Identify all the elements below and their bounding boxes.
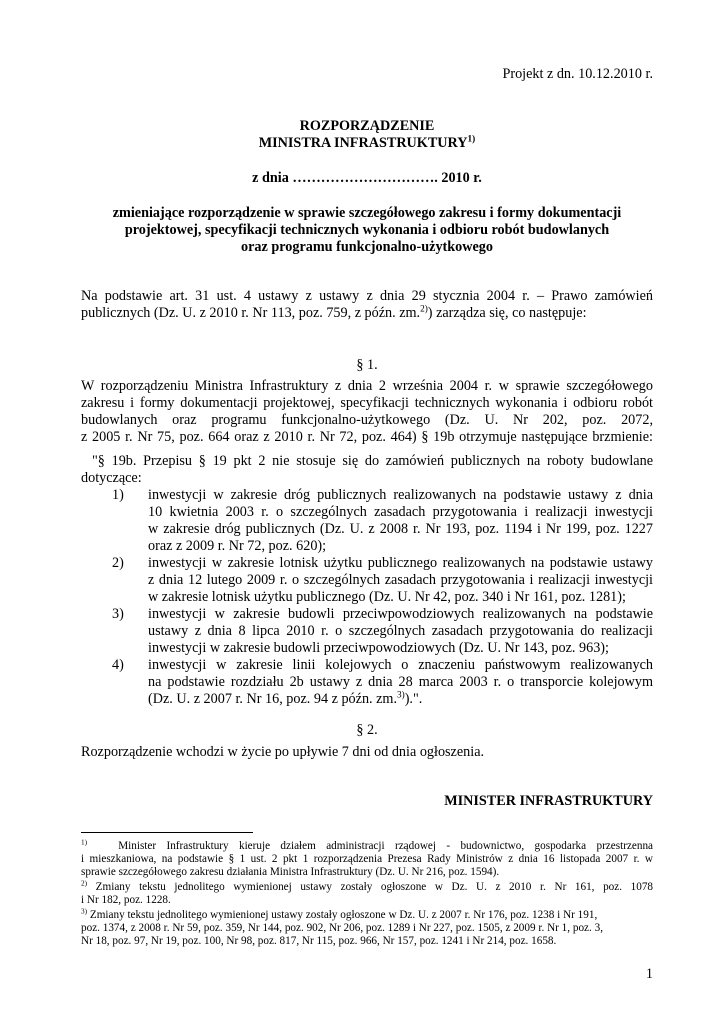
footnote-2-line: i Nr 182, poz. 1228. <box>81 894 171 906</box>
footnote-3-line: Nr 18, poz. 97, Nr 19, poz. 100, Nr 98, poz. 817, Nr 115, poz. 966, Nr 157, poz. 1241 i Nr 214, poz. 1658. <box>81 935 557 947</box>
section1-line: W rozporządzeniu Ministra Infrastruktury z dnia 2 września 2004 r. w sprawie szczegółowego <box>81 378 653 394</box>
footnote-ref-3: 3) <box>397 689 405 700</box>
subject-line-2: projektowej, specyfikacji technicznych wykonania i odbioru robót budowlanych <box>124 222 610 238</box>
list-item-line: ustawy z dnia 8 lipca 2010 r. o szczególnych zasadach przygotowania do realizacji <box>148 623 653 639</box>
list-item-line: inwestycji w zakresie lotnisk użytku publicznego realizowanych na podstawie ustawy <box>148 555 653 571</box>
footnote-1-line: $^{1)}$ Minister Infrastruktury kieruje działem administracji rządowej - budownictwo, gospodarka przestrzenna <box>81 838 653 852</box>
section1-line: z 2005 r. Nr 75, poz. 664 oraz z 2010 r. Nr 72, poz. 464) § 19b otrzymuje następujące brzmienie: <box>81 429 653 445</box>
subject-line-1: zmieniające rozporządzenie w sprawie szczegółowego zakresu i formy dokumentacji <box>112 205 622 221</box>
footnote-separator <box>81 832 253 833</box>
list-item-number: 1) <box>112 487 124 503</box>
list-item-number: 4) <box>112 657 124 673</box>
section1-heading: § 1. <box>356 357 378 373</box>
footnote-1-line: sprawie szczegółowego zakresu działania Ministra Infrastruktury (Dz. U. Nr 216, poz. 1594). <box>81 866 500 878</box>
list-item-line: inwestycji w zakresie dróg publicznych realizowanych na podstawie ustawy z dnia <box>148 487 653 503</box>
footnote-ref-2: 2) <box>420 303 428 314</box>
section1-line: zakresu i formy dokumentacji projektowej, specyfikacji technicznych wykonania i odbioru robót <box>81 395 653 411</box>
project-date: Projekt z dn. 10.12.2010 r. <box>502 66 653 82</box>
list-item-line: inwestycji w zakresie budowli przeciwpowodziowych realizowanych na podstawie <box>148 606 653 622</box>
preamble-line1: Na podstawie art. 31 ust. 4 ustawy z ustawy z dnia 29 stycznia 2004 r. – Prawo zamówień <box>81 288 653 304</box>
preamble-line2: publicznych (Dz. U. z 2010 r. Nr 113, poz. 759, z późn. zm.$^{2)}$) zarządza się, co następuje: <box>81 303 587 321</box>
section2-text: Rozporządzenie wchodzi w życie po upływie 7 dni od dnia ogłoszenia. <box>81 744 485 760</box>
list-item-number: 3) <box>112 606 124 622</box>
list-item-line: w zakresie lotnisk użytku publicznego (Dz. U. Nr 42, poz. 340 i Nr 161, poz. 1281); <box>148 589 626 605</box>
title-line1: ROZPORZĄDZENIE <box>299 118 435 134</box>
footnote-ref-1: 1) <box>467 133 476 144</box>
list-item-line: inwestycji w zakresie linii kolejowych o znaczeniu państwowym realizowanych <box>148 657 653 673</box>
page-number: 1 <box>645 966 653 982</box>
quote-line: dotyczące: <box>81 470 142 486</box>
section2-heading: § 2. <box>356 722 378 738</box>
date-line: z dnia …………………………. 2010 r. <box>252 170 482 186</box>
list-item-number: 2) <box>112 555 124 571</box>
signature: MINISTER INFRASTRUKTURY <box>444 793 653 809</box>
list-item-line: inwestycji w zakresie budowli przeciwpowodziowych (Dz. U. Nr 143, poz. 963); <box>148 640 609 656</box>
section1-line: budowlanych oraz programu funkcjonalno-użytkowego (Dz. U. Nr 202, poz. 2072, <box>81 412 653 428</box>
list-item-line: na podstawie rozdziału 2b ustawy z dnia 28 marca 2003 r. o transporcie kolejowym <box>148 674 653 690</box>
list-item-line: (Dz. U. z 2007 r. Nr 16, poz. 94 z późn. zm.$^{3)}$).". <box>148 689 423 707</box>
quote-line: "§ 19b. Przepisu § 19 pkt 2 nie stosuje się do zamówień publicznych na roboty budowlane <box>92 453 653 469</box>
list-item-line: z dnia 12 lutego 2009 r. o szczególnych zasadach przygotowania i realizacji inwestycji <box>148 572 653 588</box>
footnote-3-line: poz. 1374, z 2008 r. Nr 59, poz. 359, Nr 144, poz. 902, Nr 206, poz. 1289 i Nr 227, poz. 1505, z 2009 r. Nr 1, poz. 3, <box>81 922 604 934</box>
subject-line-3: oraz programu funkcjonalno-użytkowego <box>241 239 493 255</box>
footnote-1-line: i mieszkaniowa, na podstawie § 1 ust. 2 pkt 1 rozporządzenia Prezesa Rady Ministrów z dnia 16 listopada 2007 r. w <box>81 853 653 865</box>
list-item-line: w zakresie dróg publicznych (Dz. U. z 2008 r. Nr 193, poz. 1194 i Nr 199, poz. 1227 <box>148 521 653 537</box>
list-item-line: 10 kwietnia 2003 r. o szczególnych zasadach przygotowania i realizacji inwestycji <box>148 504 653 520</box>
footnote-2-line: $^{2)}$ Zmiany tekstu jednolitego wymienionej ustawy zostały ogłoszone w Dz. U. z 2010 r. Nr 161, poz. 1078 <box>81 879 654 893</box>
footnote-3-line: $^{3)}$ Zmiany tekstu jednolitego wymienionej ustawy zostały ogłoszone w Dz. U. z 2007 r. Nr 176, poz. 1238 i Nr 191, <box>81 907 598 921</box>
list-item-line: oraz z 2009 r. Nr 72, poz. 620); <box>148 538 327 554</box>
title-line2: MINISTRA INFRASTRUKTURY$^{1)}$ <box>258 133 476 151</box>
